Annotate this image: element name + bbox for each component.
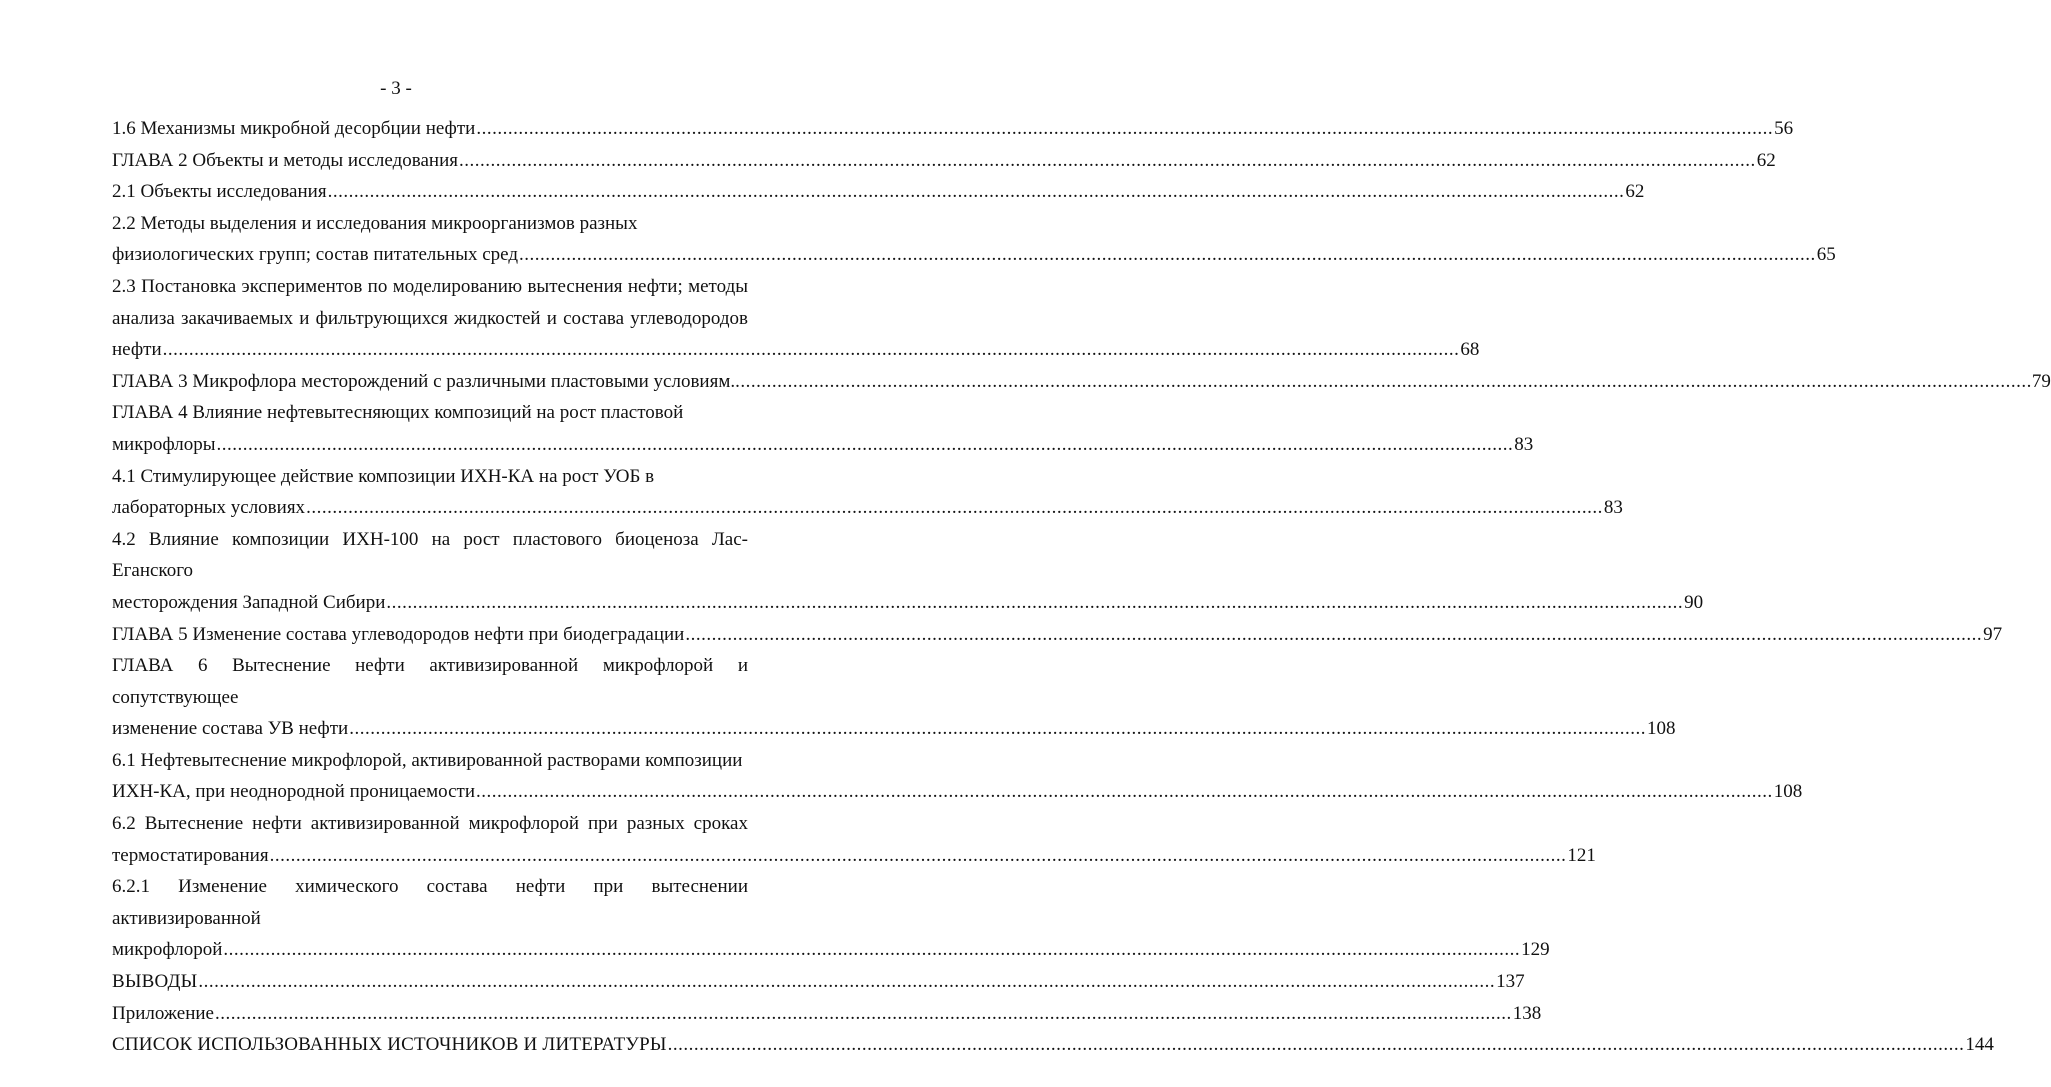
toc-entry-title: ИХН-КА, при неоднородной проницаемости bbox=[112, 781, 476, 803]
toc-entry-line: ГЛАВА 6 Вытеснение нефти активизированной микрофлорой и сопутствующее bbox=[112, 655, 748, 708]
toc-page-number: 121 bbox=[1567, 844, 1596, 866]
toc-row bbox=[112, 966, 1525, 998]
toc-page-number: 79 bbox=[2031, 370, 2051, 392]
dot-leader bbox=[476, 776, 1773, 808]
toc-page-number: 62 bbox=[1756, 149, 1776, 171]
toc-entry-line: 6.2.1 Изменение химического состава нефти при вытеснении активизированной bbox=[112, 876, 748, 929]
toc-entry bbox=[112, 113, 1794, 145]
toc-row bbox=[112, 840, 1596, 872]
dot-leader bbox=[306, 492, 1603, 524]
toc-entry-title: 1.6 Механизмы микробной десорбции нефти bbox=[112, 118, 476, 139]
toc-entry bbox=[112, 366, 2051, 398]
toc-row bbox=[112, 713, 1676, 745]
toc-page-number: 129 bbox=[1521, 939, 1550, 961]
toc-entry-title: ГЛАВА 3 Микрофлора месторождений с различными пластовыми условиям. bbox=[112, 370, 736, 392]
toc-page-number: 83 bbox=[1514, 433, 1534, 455]
dot-leader bbox=[223, 934, 1520, 966]
toc-entry-title: СПИСОК ИСПОЛЬЗОВАННЫХ ИСТОЧНИКОВ И ЛИТЕРАТУРЫ bbox=[112, 1034, 667, 1056]
toc-row bbox=[112, 176, 1645, 208]
toc-entry bbox=[112, 176, 1645, 208]
toc-entry-title: ГЛАВА 5 Изменение состава углеводородов нефти при биодеградации bbox=[112, 623, 685, 645]
toc-page-number: 138 bbox=[1512, 1002, 1542, 1024]
toc-row bbox=[112, 998, 1542, 1030]
dot-leader bbox=[668, 1029, 1965, 1061]
toc-entry-title: 2.1 Объекты исследования bbox=[112, 181, 327, 203]
table-of-contents bbox=[112, 113, 2051, 1061]
toc-entry-title: ВЫВОДЫ bbox=[112, 971, 198, 993]
toc-page-number: 108 bbox=[1646, 718, 1676, 740]
dot-leader bbox=[270, 840, 1567, 872]
dot-leader bbox=[476, 113, 1773, 145]
dot-leader bbox=[685, 619, 1982, 651]
toc-entry bbox=[112, 461, 1623, 524]
toc-entry bbox=[112, 1029, 1994, 1061]
toc-row bbox=[112, 239, 1836, 271]
toc-entry-title: микрофлорой bbox=[112, 939, 223, 961]
toc-page-number: 137 bbox=[1496, 971, 1525, 993]
toc-row bbox=[112, 934, 1550, 966]
dot-leader bbox=[328, 176, 1625, 208]
toc-row bbox=[112, 1029, 1994, 1061]
toc-row bbox=[112, 492, 1623, 524]
toc-row bbox=[112, 619, 2003, 651]
dot-leader bbox=[519, 239, 1816, 271]
toc-entry-line: 2.2 Методы выделения и исследования микроорганизмов разных bbox=[112, 212, 638, 234]
toc-entry-title: физиологических групп; состав питательных сред bbox=[112, 244, 518, 266]
toc-entry bbox=[112, 524, 1704, 619]
toc-page-number: 90 bbox=[1684, 591, 1704, 613]
toc-page-number: 65 bbox=[1816, 244, 1836, 266]
toc-page-number: 108 bbox=[1773, 781, 1803, 803]
toc-entry bbox=[112, 208, 1836, 271]
toc-page-number: 62 bbox=[1625, 181, 1645, 203]
dot-leader bbox=[217, 429, 1514, 461]
toc-page-number: 97 bbox=[1983, 623, 2003, 645]
toc-entry bbox=[112, 745, 1803, 808]
toc-row bbox=[112, 776, 1803, 808]
toc-entry bbox=[112, 966, 1525, 998]
toc-entry-line: 4.1 Стимулирующее действие композиции ИХН-КА на рост УОБ в bbox=[112, 465, 655, 487]
toc-entry bbox=[112, 871, 1550, 966]
dot-leader bbox=[386, 587, 1683, 619]
dot-leader bbox=[349, 713, 1646, 745]
toc-page-number: 83 bbox=[1603, 497, 1623, 519]
toc-row bbox=[112, 429, 1534, 461]
toc-entry-line: 6.2 Вытеснение нефти активизированной микрофлорой при разных сроках bbox=[112, 813, 748, 835]
toc-entry-title: месторождения Западной Сибири bbox=[112, 591, 386, 613]
toc-entry-line: 2.3 Постановка экспериментов по моделированию вытеснения нефти; методы bbox=[112, 275, 748, 297]
toc-entry bbox=[112, 808, 1596, 871]
toc-page-number: 68 bbox=[1460, 339, 1480, 361]
toc-entry bbox=[112, 271, 1480, 366]
page-number: - 3 - bbox=[380, 78, 412, 99]
toc-entry-line: 4.2 Влияние композиции ИХН-100 на рост пластового биоценоза Лас-Еганского bbox=[112, 528, 748, 582]
toc-entry-title: термостатирования bbox=[112, 844, 269, 866]
toc-entry-title: лабораторных условиях bbox=[112, 497, 306, 519]
dot-leader bbox=[215, 998, 1512, 1030]
toc-entry bbox=[112, 145, 1776, 177]
toc-entry-line: 6.1 Нефтевытеснение микрофлорой, активированной растворами композиции bbox=[112, 749, 743, 771]
dot-leader bbox=[163, 334, 1460, 366]
toc-row bbox=[112, 587, 1704, 619]
toc-row bbox=[112, 113, 1794, 145]
toc-entry-line: ГЛАВА 4 Влияние нефтевытесняющих композиций на рост пластовой bbox=[112, 402, 684, 424]
toc-entry bbox=[112, 998, 1542, 1030]
toc-entry-title: ГЛАВА 2 Объекты и методы исследования bbox=[112, 149, 458, 171]
toc-entry-title: Приложение bbox=[112, 1002, 214, 1024]
dot-leader bbox=[459, 145, 1756, 177]
toc-page-number: 56 bbox=[1774, 118, 1794, 139]
toc-row bbox=[112, 366, 2051, 398]
toc-entry bbox=[112, 650, 1676, 745]
toc-row bbox=[112, 145, 1776, 177]
dot-leader bbox=[198, 966, 1495, 998]
toc-entry bbox=[112, 619, 2003, 651]
toc-entry-title: изменение состава УВ нефти bbox=[112, 718, 349, 740]
toc-page-number: 144 bbox=[1965, 1034, 1994, 1056]
toc-entry bbox=[112, 397, 1534, 460]
toc-row bbox=[112, 334, 1480, 366]
dot-leader bbox=[735, 366, 2032, 398]
toc-entry-line: анализа закачиваемых и фильтрующихся жидкостей и состава углеводородов bbox=[112, 307, 748, 329]
toc-entry-title: микрофлоры bbox=[112, 433, 216, 455]
toc-entry-title: нефти bbox=[112, 339, 162, 361]
